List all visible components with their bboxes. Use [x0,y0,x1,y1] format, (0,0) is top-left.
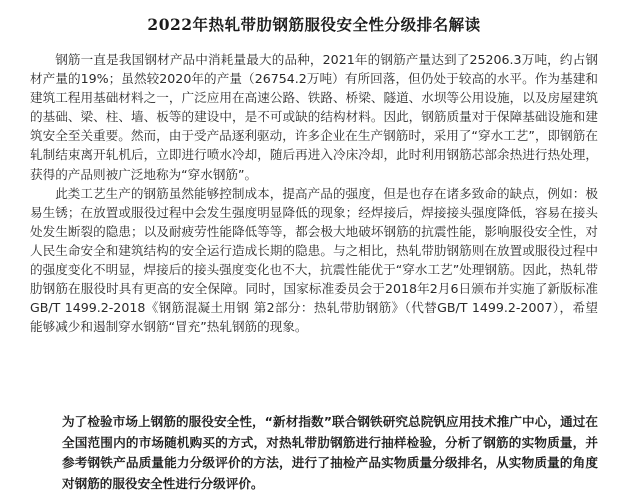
article-body [30,50,598,336]
paragraph-2: 此类工艺生产的钢筋虽然能够控制成本，提高产品的强度，但是也存在诸多致命的缺点，例如：极易生锈；在放置或服役过程中会发生强度明显降低的现象；经焊接后，焊接接头强度降低，容易在接头处发生断裂的隐患；以及耐疲劳性能降低等等，都会极大地破坏钢筋的抗震性能，影响服役安全性，对人民生命安全和建筑结构的安全运行造成长期的隐患。与之相比，热轧带肋钢筋则在放置或服役过程中的强度变化不明显，焊接后的接头强度变化也不大，抗震性能优于“穿水工艺”处理钢筋。因此，热轧带肋钢筋在服役时具有更高的安全保障。同时，国家标准委员会于2018年2月6日颁布并实施了新版标准GB/T 1499.2-2018《钢筋混凝土用钢 第2部分：热轧带肋钢筋》（代替GB/T 1499.2-2007），希望能够减少和遏制穿水钢筋“冒充”热轧钢筋的现象。 [30,185,598,335]
article-summary: 为了检验市场上钢筋的服役安全性，“新材指数”联合钢铁研究总院钒应用技术推广中心，通过在全国范围内的市场随机购买的方式，对热轧带肋钢筋进行抽样检验，分析了钢筋的实物质量，并参考钢铁产品质量能力分级评价的方法，进行了抽检产品实物质量分级排名，从实物质量的角度对钢筋的服役安全性进行分级评价。 [62,414,598,491]
article-title: 2022年热轧带肋钢筋服役安全性分级排名解读 [147,15,481,34]
paragraph-1: 钢筋一直是我国钢材产品中消耗量最大的品种，2021年的钢筋产量达到了25206.3万吨，约占钢材产量的19%；虽然较2020年的产量（26754.2万吨）有所回落，但仍处于较高的水平。作为基建和建筑工程用基础材料之一，广泛应用在高速公路、铁路、桥梁、隧道、水坝等公用设施，以及房屋建筑的基础、梁、柱、墙、板等的建设中，是不可或缺的结构材料。因此，钢筋质量对于保障基础设施和建筑安全至关重要。然而，由于受产品逐利驱动，许多企业在生产钢筋时，采用了“穿水工艺”，即钢筋在轧制结束离开轧机后，立即进行喷水冷却，随后再进入冷床冷却，此时利用钢筋芯部余热进行热处理，获得的产品则被广泛地称为“穿水钢筋”。 [30,52,598,182]
